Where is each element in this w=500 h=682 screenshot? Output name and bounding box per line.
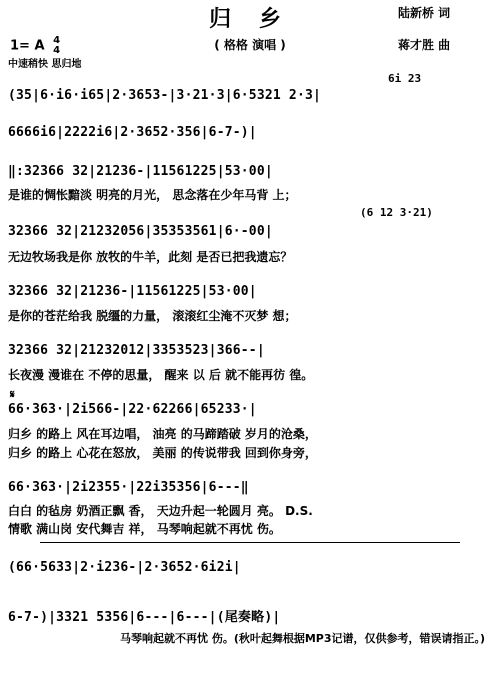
- score-line-3: ‖:32366 32|21236-|11561225|53·00|: [8, 164, 273, 179]
- time-denominator: 4: [53, 45, 61, 56]
- score-line-6: 32366 32|21232012|3353523|366--|: [8, 343, 265, 358]
- time-signature: [53, 36, 60, 56]
- score-line-5: 32366 32|21236-|11561225|53·00|: [8, 284, 257, 299]
- song-title: 归 乡: [209, 6, 291, 32]
- score-line-9: (66·5633|2·i236-|2·3652·6i2i|: [8, 560, 241, 575]
- key-label: 1= A: [10, 38, 45, 54]
- time-numerator: 4: [53, 35, 61, 46]
- segno-icon: 𝄋: [10, 388, 15, 401]
- ornament-annotation: 6i 23: [388, 72, 422, 85]
- score-line-4: 32366 32|21232056|35353561|6·-00|: [8, 224, 273, 239]
- lyric-line-8a: 白白 的毡房 奶酒正飘 香， 天边升起一轮圆月 亮。 D.S.: [8, 504, 313, 518]
- key-signature: [10, 36, 60, 56]
- lyric-line-7b: 归乡 的路上 心花在怒放， 美丽 的传说带我 回到你身旁，: [8, 446, 317, 460]
- volta-bracket: [40, 542, 460, 543]
- tempo-marking: 中速稍快 思归地: [8, 59, 82, 70]
- lyric-line-8b: 情歌 满山岗 安代舞吉 祥， 马琴响起就不再忧 伤。: [8, 522, 281, 536]
- lyric-line-7a: 归乡 的路上 风在耳边唱， 油亮 的马蹄踏破 岁月的沧桑，: [8, 427, 317, 441]
- score-line-7: 66·363·|2i566-|22·62266|65233·|: [8, 402, 257, 417]
- composer-credit: 蒋才胜 曲: [398, 38, 451, 52]
- score-line-10: 6-7-)|3321 5356|6---|6---|(尾奏略)|: [8, 610, 281, 625]
- score-line-1: (35|6·i6·i65|2·3653-|3·21·3|6·5321 2·3|: [8, 88, 322, 103]
- lyric-line-3: 是谁的惆怅黯淡 明亮的月光， 思念落在少年马背 上；: [8, 188, 297, 202]
- score-line-8: 66·363·|2i2355·|22i35356|6---‖: [8, 480, 249, 495]
- singer-credit: ( 格格 演唱 ): [214, 38, 286, 52]
- lyric-line-4: 无边牧场我是你 放牧的牛羊，此刻 是否已把我遗忘？: [8, 250, 293, 264]
- score-line-2: 6666i6|2222i6|2·3652·356|6-7-)|: [8, 125, 257, 140]
- ornament-annotation: (6 12 3·21): [360, 206, 433, 219]
- lyric-line-5: 是你的苍茫给我 脱缰的力量， 滚滚红尘淹不灭梦 想；: [8, 309, 297, 323]
- lyricist-credit: 陆新桥 词: [398, 6, 451, 20]
- lyric-line-6: 长夜漫 漫谁在 不停的思量， 醒来 以 后 就不能再彷 徨。: [8, 368, 314, 382]
- lyric-line-10: 马琴响起就不再忧 伤。(秋叶起舞根据MP3记谱，仅供参考，错误请指正。): [120, 632, 486, 645]
